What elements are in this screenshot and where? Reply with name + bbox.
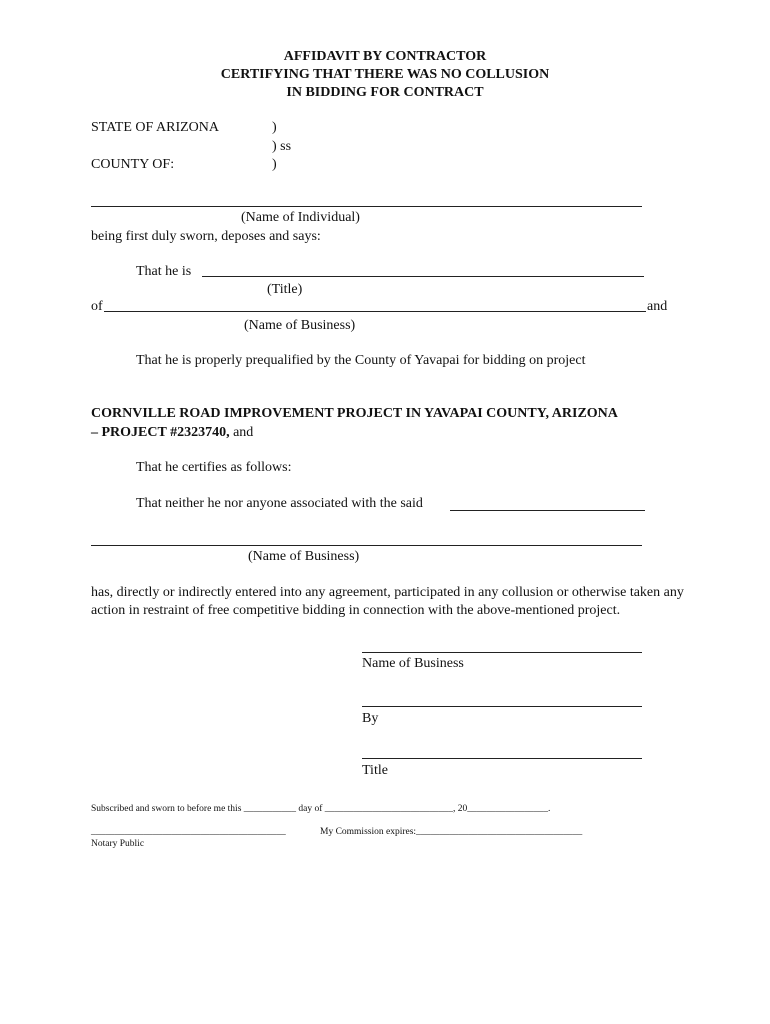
by-label: By (362, 711, 379, 726)
project-number: – PROJECT #2323740, (91, 425, 230, 440)
prequalified-statement: That he is properly prequalified by the County of Yavapai for bidding on project (136, 353, 586, 368)
subscribed-sworn-line: Subscribed and sworn to before me this ___________ day of ___________________________, 20_________________. (91, 804, 551, 814)
title-signature-line[interactable] (362, 758, 642, 759)
business-caption-2: (Name of Business) (248, 549, 360, 564)
title-field-line[interactable] (202, 276, 644, 277)
venue-paren-3: ) (272, 157, 277, 172)
doc-title-line-2: CERTIFYING THAT THERE WAS NO COLLUSION (220, 67, 550, 82)
said-business-line[interactable] (450, 510, 645, 511)
notary-signature-line[interactable]: _________________________________________ (91, 827, 286, 837)
sworn-statement: being first duly sworn, deposes and says: (91, 229, 321, 244)
business-caption: (Name of Business) (244, 318, 356, 333)
commission-expires-line[interactable]: My Commission expires:___________________________________ (320, 827, 583, 837)
neither-statement: That neither he nor anyone associated with the said (136, 496, 423, 511)
doc-title-line-3: IN BIDDING FOR CONTRACT (286, 85, 484, 100)
title-signature-label: Title (362, 763, 388, 778)
venue-paren-ss: ) ss (272, 139, 292, 154)
business-line-suffix: and (647, 299, 668, 314)
state-label: STATE OF ARIZONA (91, 120, 219, 135)
certifies-statement: That he certifies as follows: (136, 460, 292, 475)
project-number-tail: and (229, 425, 254, 440)
business-name-line-2[interactable] (91, 545, 642, 546)
project-name: CORNVILLE ROAD IMPROVEMENT PROJECT IN YAVAPAI COUNTY, ARIZONA (91, 406, 618, 421)
county-label: COUNTY OF: (91, 157, 175, 172)
title-caption: (Title) (267, 282, 303, 297)
by-signature-line[interactable] (362, 706, 642, 707)
title-line-prefix: That he is (136, 264, 192, 279)
doc-title-line-1: AFFIDAVIT BY CONTRACTOR (283, 49, 487, 64)
notary-public-label: Notary Public (91, 839, 145, 849)
name-of-business-signature-line[interactable] (362, 652, 642, 653)
individual-name-caption: (Name of Individual) (241, 210, 360, 225)
venue-paren-1: ) (272, 120, 277, 135)
collusion-paragraph: has, directly or indirectly entered into any agreement, participated in any collusion or otherwise taken any action in restraint of free competitive bidding in connection with the above-mentioned project. (91, 585, 684, 618)
project-number-line (91, 424, 253, 441)
business-line-prefix: of (91, 299, 103, 314)
business-field-line[interactable] (104, 311, 646, 312)
individual-name-line[interactable] (91, 206, 642, 207)
name-of-business-label: Name of Business (362, 656, 464, 671)
